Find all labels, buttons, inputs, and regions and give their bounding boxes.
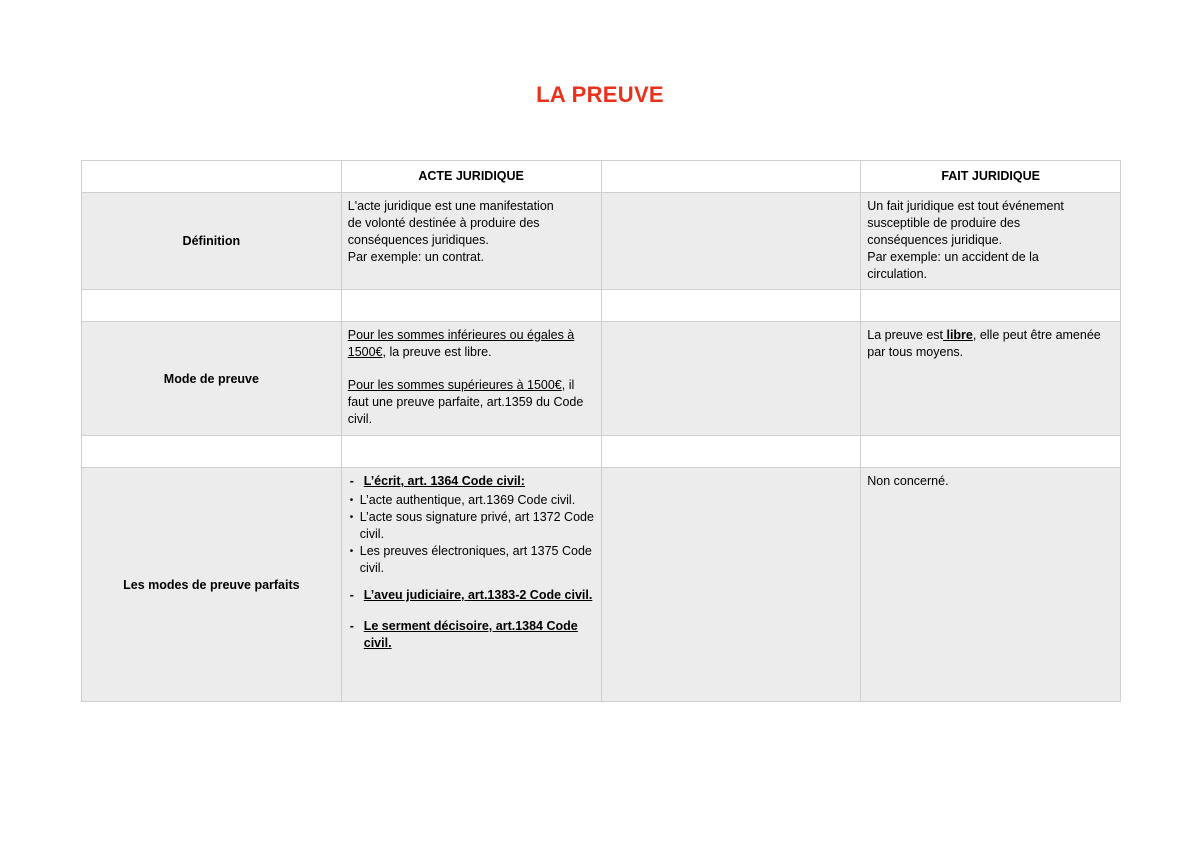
header-cell-empty-1 xyxy=(82,161,342,193)
definition-fait-line: Par exemple: un accident de la xyxy=(867,250,1039,264)
threshold-below-text: Pour les sommes inférieures ou égales à 1500€ xyxy=(347,328,575,359)
ecrit-list xyxy=(348,492,595,577)
aveu-heading: - L’aveu judiciaire, art.1383-2 Code civil. xyxy=(349,588,593,602)
evidence-table xyxy=(81,160,1121,702)
modes-parfaits-acte-cell xyxy=(341,468,601,702)
list-item: • Les preuves électroniques, art 1375 Code civil. xyxy=(349,544,592,575)
definition-acte-line: Par exemple: un contrat. xyxy=(347,250,484,264)
mode-preuve-fait-text: La preuve est libre, elle peut être amenée par tous moyens. xyxy=(867,328,1101,359)
definition-acte-line: conséquences juridiques. xyxy=(347,233,489,247)
modes-parfaits-empty-cell xyxy=(601,468,861,702)
modes-parfaits-fait-cell: Non concerné. xyxy=(861,468,1121,702)
mode-preuve-acte-cell xyxy=(341,322,601,436)
threshold-above-text: Pour les sommes supérieures à 1500€ xyxy=(347,378,562,392)
libre-emphasis: libre xyxy=(943,328,973,342)
row-label-mode-preuve: Mode de preuve xyxy=(82,322,342,436)
mode-preuve-acte-p2: Pour les sommes supérieures à 1500€, il faut une preuve parfaite, art.1359 du Code civil. xyxy=(347,378,584,426)
definition-acte-line: L'acte juridique est une manifestation xyxy=(347,199,554,213)
table-header-row xyxy=(82,161,1121,193)
definition-fait-line: Un fait juridique est tout événement xyxy=(867,199,1064,213)
definition-fait-line: circulation. xyxy=(867,267,927,281)
header-fait-juridique: FAIT JURIDIQUE xyxy=(861,161,1121,193)
mode-preuve-acte-p1: Pour les sommes inférieures ou égales à 1500€, la preuve est libre. xyxy=(347,328,575,359)
definition-empty-cell xyxy=(601,193,861,290)
page-title: LA PREUVE xyxy=(536,82,664,107)
definition-fait-line: susceptible de produire des xyxy=(867,216,1021,230)
table-spacer-row xyxy=(82,436,1121,468)
definition-acte-cell xyxy=(341,193,601,290)
table-spacer-row xyxy=(82,290,1121,322)
definition-fait-cell xyxy=(861,193,1121,290)
list-item: • L’acte sous signature privé, art 1372 Code civil. xyxy=(349,510,594,541)
table-row-mode-preuve xyxy=(82,322,1121,436)
row-label-definition: Définition xyxy=(82,193,342,290)
list-item: • L’acte authentique, art.1369 Code civil. xyxy=(349,493,576,507)
mode-preuve-empty-cell xyxy=(601,322,861,436)
mode-preuve-fait-cell xyxy=(861,322,1121,436)
definition-fait-line: conséquences juridique. xyxy=(867,233,1003,247)
table-row-definition xyxy=(82,193,1121,290)
serment-heading: - Le serment décisoire, art.1384 Code civil. xyxy=(349,619,578,650)
definition-acte-line: de volonté destinée à produire des xyxy=(347,216,540,230)
header-cell-empty-2 xyxy=(601,161,861,193)
ecrit-heading: - L’écrit, art. 1364 Code civil: xyxy=(349,474,525,488)
header-acte-juridique: ACTE JURIDIQUE xyxy=(341,161,601,193)
table-row-modes-parfaits xyxy=(82,468,1121,702)
row-label-modes-parfaits: Les modes de preuve parfaits xyxy=(82,468,342,702)
